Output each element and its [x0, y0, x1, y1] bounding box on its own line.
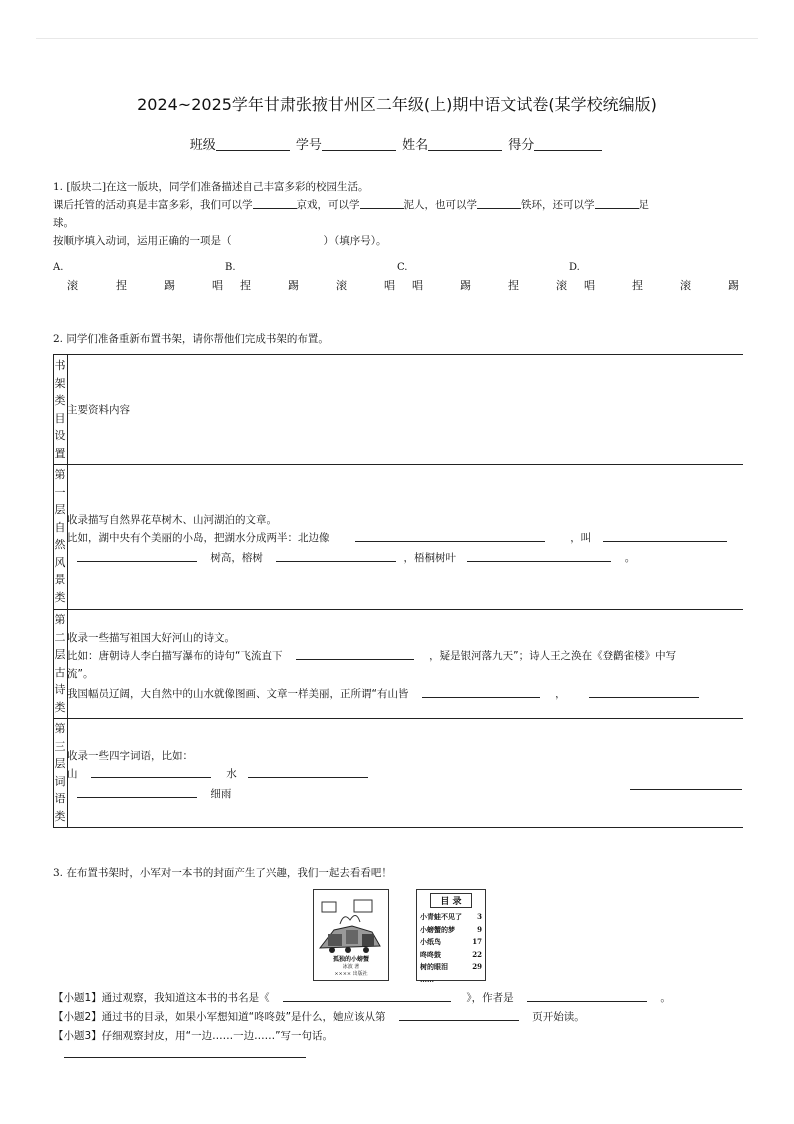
- phrases-blank-3[interactable]: [630, 778, 742, 790]
- q1-text-e: 足: [638, 199, 649, 211]
- q1-blank-1[interactable]: [253, 197, 297, 209]
- student-number-label: 学号: [295, 138, 322, 153]
- option-b-char-2: 踢: [288, 279, 299, 292]
- bookshelf-table: [53, 354, 743, 828]
- q1-instruction: [53, 232, 743, 250]
- toc-entry-page: 3: [477, 912, 482, 921]
- toc-entry-name: 小螃蟹的梦: [420, 924, 455, 934]
- sub1-text-a: 【小题1】通过观察，我知道这本书的书名是《: [53, 992, 270, 1004]
- phrases-desc: 收录一些四字词语，比如：: [67, 750, 193, 762]
- toc-entry-name: 小青蛙不见了: [420, 912, 462, 921]
- nature-line-3: [77, 549, 635, 567]
- q2-stem: 2. 同学们准备重新布置书架，请你帮他们完成书架的布置。: [53, 333, 329, 345]
- toc-more: [420, 974, 482, 987]
- toc-entry-name: 小纸鸟: [420, 937, 441, 946]
- q3-subquestion-3: 【小题3】仔细观察封皮，用“一边……一边……”写一句话。: [53, 1030, 334, 1042]
- q1-blank-2[interactable]: [360, 197, 404, 209]
- option-c-char-1: 唱: [412, 279, 423, 292]
- nature-blank-1[interactable]: [355, 531, 545, 542]
- phrases-text-b: 水: [226, 768, 237, 780]
- q1-instruction-b: ）（填序号）。: [323, 235, 387, 247]
- toc-more-dots: ……: [420, 974, 434, 984]
- class-label: 班级: [189, 138, 216, 153]
- score-label: 得分: [508, 138, 535, 153]
- poems-line-4: [67, 685, 743, 703]
- poems-line-2: [67, 647, 743, 665]
- option-d-char-1: 唱: [584, 279, 595, 292]
- name-field[interactable]: [428, 138, 502, 151]
- cover-title: 孤独的小螃蟹: [332, 956, 369, 963]
- nature-blank-4[interactable]: [276, 551, 396, 562]
- row-divider-2: [53, 609, 743, 610]
- sub2-page-blank[interactable]: [399, 1009, 519, 1021]
- q3-stem: 3. 在布置书架时，小军对一本书的封面产生了兴趣，我们一起去看看吧！: [53, 867, 392, 879]
- option-d-char-3: 滚: [680, 279, 691, 292]
- row-divider-3: [53, 718, 743, 719]
- student-number-field[interactable]: [322, 138, 396, 151]
- poems-blank-3[interactable]: [589, 687, 699, 698]
- category-poems: 第二层古诗类: [54, 613, 66, 714]
- category-phrases: 第三层词语类: [54, 722, 66, 823]
- option-b-char-3: 滚: [336, 279, 347, 292]
- toc-entry-page: 22: [472, 949, 482, 959]
- option-a-char-4: 唱: [212, 279, 223, 292]
- phrases-text-c: 细雨: [210, 788, 232, 800]
- toc-entry: [420, 936, 482, 949]
- q1-blank-3[interactable]: [477, 197, 521, 209]
- option-b-char-1: 捏: [240, 279, 251, 292]
- option-d-char-2: 捏: [632, 279, 643, 292]
- phrases-blank-4[interactable]: [77, 787, 197, 798]
- option-d-letter[interactable]: D.: [569, 262, 580, 273]
- option-d-char-4: 踢: [728, 279, 739, 292]
- book-cover-image: [313, 889, 389, 981]
- option-c-char-2: 踢: [460, 279, 471, 292]
- poems-text-b: ，疑是银河落九天”；诗人王之涣在《登鹳雀楼》中写: [429, 650, 677, 662]
- nature-line-2: [67, 529, 727, 547]
- header-rule: [36, 38, 758, 39]
- toc-entry: [420, 911, 482, 924]
- nature-blank-2[interactable]: [603, 531, 727, 542]
- poems-blank-1[interactable]: [296, 649, 414, 660]
- option-c-char-3: 捏: [508, 279, 519, 292]
- option-a-char-2: 捏: [116, 279, 127, 292]
- class-field[interactable]: [216, 138, 290, 151]
- poems-line-3: 流”。: [67, 668, 94, 680]
- poems-desc: 收录一些描写祖国大好河山的诗文。: [67, 632, 235, 644]
- category-header: 书架类目设置: [54, 359, 66, 460]
- option-b-letter[interactable]: B.: [225, 262, 236, 273]
- toc-entry: [420, 949, 482, 962]
- question-1: [53, 178, 743, 250]
- score-field[interactable]: [534, 138, 602, 151]
- cover-publisher: ×××× 出版社: [334, 971, 368, 977]
- toc-entry: [420, 924, 482, 937]
- nature-text-b: ，叫: [570, 532, 592, 544]
- poems-text-d: ，: [555, 688, 566, 700]
- option-a-char-1: 滚: [67, 279, 78, 292]
- poems-text-a: 比如：唐朝诗人李白描写瀑布的诗句“飞流直下: [67, 650, 283, 662]
- nature-text-a: 比如，湖中央有个美丽的小岛，把湖水分成两半：北边像: [67, 532, 330, 544]
- name-label: 姓名: [402, 138, 429, 153]
- phrases-line-3: [77, 785, 231, 803]
- q3-subquestion-1: [53, 990, 671, 1005]
- q1-blank-4[interactable]: [595, 197, 639, 209]
- toc-entry: [420, 961, 482, 974]
- nature-blank-3[interactable]: [77, 551, 197, 562]
- toc-entry-name: 树的眼泪: [420, 962, 448, 971]
- toc-entry-name: 咚咚鼓: [420, 949, 441, 959]
- q1-stem: 1. [版块二]在这一版块，同学们准备描述自己丰富多彩的校园生活。: [53, 181, 369, 193]
- option-c-char-4: 滚: [556, 279, 567, 292]
- option-a-char-3: 踢: [164, 279, 175, 292]
- option-b-char-4: 唱: [384, 279, 395, 292]
- student-info-line: [0, 134, 794, 153]
- poems-blank-2[interactable]: [422, 687, 540, 698]
- toc-entry-page: 29: [472, 962, 482, 971]
- phrases-text-a: 山: [67, 768, 78, 780]
- q1-instruction-a: 按顺序填入动词，运用正确的一项是（: [53, 235, 232, 247]
- sub2-text-a: 【小题2】通过书的目录，如果小军想知道“咚咚鼓”是什么，她应该从第: [53, 1011, 386, 1023]
- book-toc-image: [416, 889, 486, 984]
- toc-entry-page: 9: [477, 924, 482, 934]
- q1-text-c: 泥人，也可以学: [403, 199, 477, 211]
- q1-text-a: 课后托管的活动真是丰富多彩，我们可以学: [53, 199, 253, 211]
- toc-title: 目 录: [430, 893, 472, 908]
- category-nature: 第一层自然风景类: [54, 468, 66, 604]
- poems-text-c: 我国幅员辽阔，大自然中的山水就像图画、文章一样美丽，正所谓“有山皆: [67, 688, 409, 700]
- toc-entry-page: 17: [472, 937, 482, 946]
- nature-text-e: 。: [624, 552, 636, 564]
- row-divider-1: [53, 464, 743, 465]
- sub1-text-c: 。: [660, 992, 671, 1004]
- q1-text-b: 京戏，可以学: [296, 199, 360, 211]
- q1-sentence: [53, 196, 743, 214]
- cover-author: 冰波 著: [342, 964, 360, 970]
- sub1-book-title-blank[interactable]: [283, 990, 451, 1002]
- nature-blank-5[interactable]: [467, 551, 611, 562]
- content-header: 主要资料内容: [67, 404, 130, 416]
- sub3-answer-blank[interactable]: [64, 1046, 306, 1058]
- option-c-letter[interactable]: C.: [397, 262, 408, 273]
- page-title: 2024~2025学年甘肃张掖甘州区二年级(上)期中语文试卷(某学校统编版): [137, 95, 657, 114]
- sub2-text-b: 页开始读。: [532, 1011, 585, 1023]
- nature-text-d: ，梧桐树叶: [403, 552, 457, 564]
- sub1-text-b: 》，作者是: [466, 992, 514, 1004]
- phrases-blank-1[interactable]: [91, 767, 211, 778]
- phrases-blank-2[interactable]: [248, 767, 368, 778]
- phrases-line-2: [67, 765, 368, 783]
- q1-sentence-end: 球。: [53, 217, 74, 229]
- option-a-letter[interactable]: A.: [53, 262, 64, 273]
- q3-subquestion-2: [53, 1009, 585, 1024]
- sub1-author-blank[interactable]: [527, 990, 647, 1002]
- nature-text-c: 树高，榕树: [210, 552, 263, 564]
- q1-text-d: 铁环，还可以学: [521, 199, 595, 211]
- nature-desc: 收录描写自然界花草树木、山河湖泊的文章。: [67, 514, 277, 526]
